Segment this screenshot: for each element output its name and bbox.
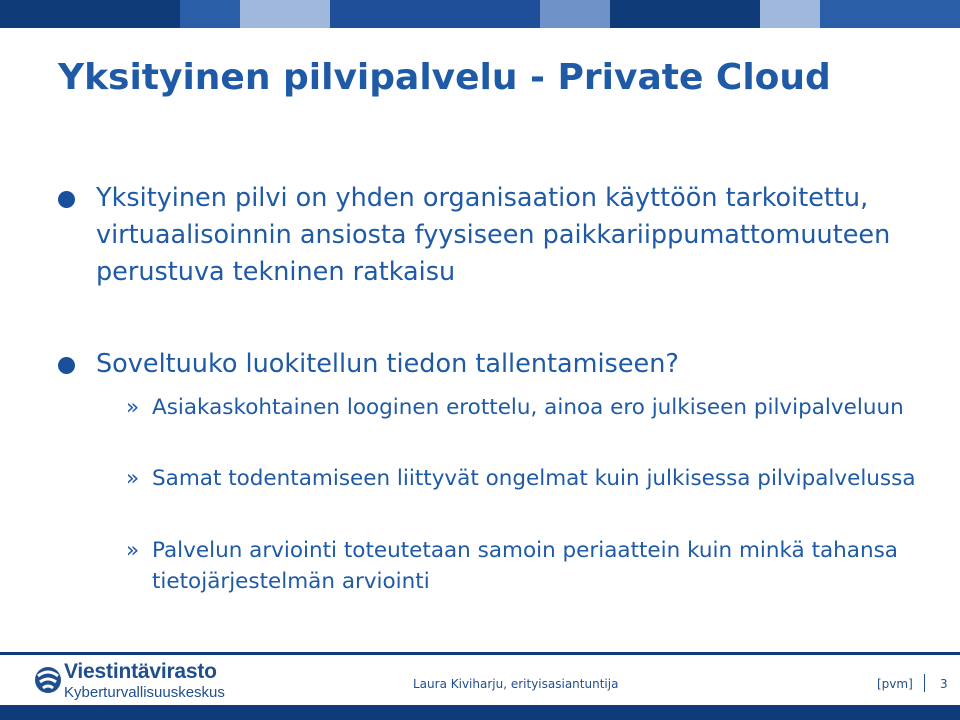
logo-name: Viestintävirasto: [64, 660, 217, 683]
slide-date: [pvm]: [877, 677, 913, 691]
band-segment: [180, 0, 240, 28]
band-segment: [330, 0, 540, 28]
bullet-text: Soveltuuko luokitellun tiedon tallentamiseen?: [96, 349, 679, 379]
footer-separator: [924, 674, 925, 692]
band-segment: [0, 0, 180, 28]
bullet-text: Yksityinen pilvi on yhden organisaation käyttöön tarkoitettu, virtuaalisoinnin ansiosta fyysiseen paikkariippumattomuuteen perustuva tekninen ratkaisu: [96, 183, 891, 287]
footer-band: [0, 705, 960, 720]
sub-bullet-marker-icon: »: [126, 538, 140, 563]
footer-divider: [0, 652, 960, 655]
band-segment: [240, 0, 330, 28]
top-decorative-band: [0, 0, 960, 28]
band-segment: [610, 0, 760, 28]
sub-bullet-marker-icon: »: [126, 466, 140, 491]
sub-bullet-item: [126, 463, 932, 494]
page-number: 3: [940, 677, 948, 691]
sub-bullet-item: [126, 535, 932, 597]
sub-bullet-text: Asiakaskohtainen looginen erottelu, ainoa ero julkiseen pilvipalveluun: [152, 395, 904, 420]
bullet-dot-icon: [58, 357, 75, 374]
band-segment: [540, 0, 610, 28]
band-segment: [760, 0, 820, 28]
bullet-dot-icon: [58, 191, 75, 208]
sub-bullet-item: [126, 392, 932, 423]
sub-bullet-text: Palvelun arviointi toteutetaan samoin periaattein kuin minkä tahansa tietojärjestelmän arviointi: [152, 538, 898, 594]
presenter-name: Laura Kiviharju, erityisasiantuntija: [413, 677, 619, 691]
sub-bullet-text: Samat todentamiseen liittyvät ongelmat kuin julkisessa pilvipalvelussa: [152, 466, 916, 491]
band-segment: [820, 0, 960, 28]
bullet-item: [96, 180, 916, 291]
sub-bullet-marker-icon: »: [126, 395, 140, 420]
bullet-item: [96, 346, 916, 383]
slide-title: Yksityinen pilvipalvelu - Private Cloud: [58, 57, 831, 98]
logo-subtitle: Kyberturvallisuuskeskus: [64, 684, 225, 701]
